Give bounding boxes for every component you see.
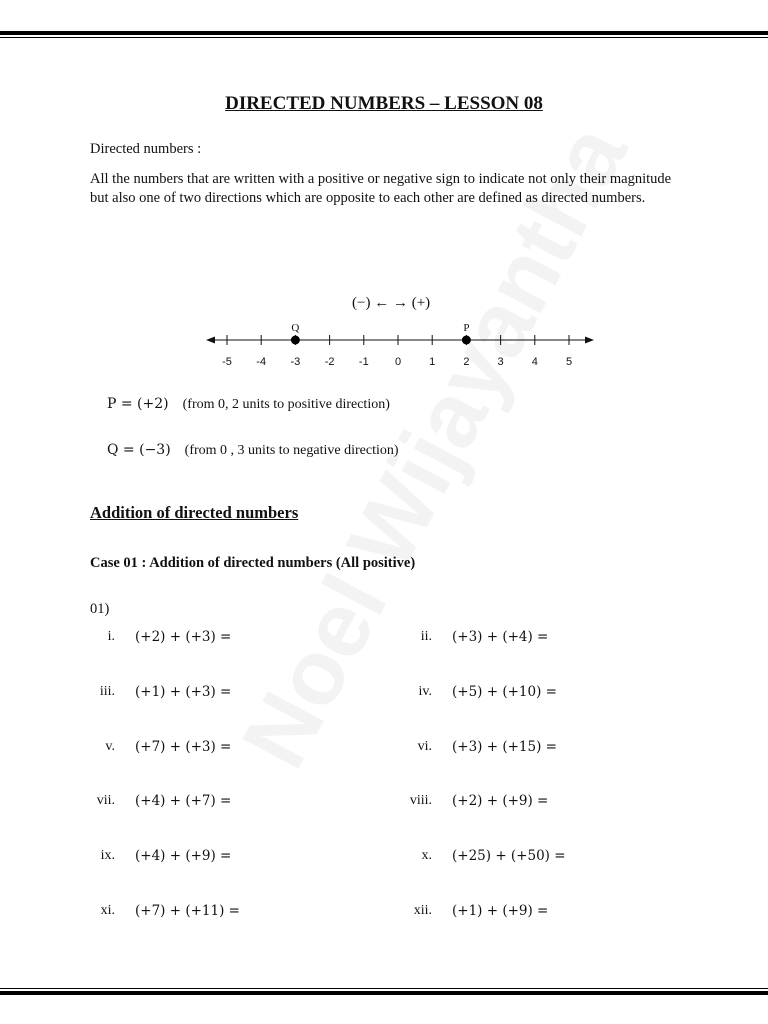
number-line-tick-label: -3: [290, 356, 301, 368]
exercise-number: xi.: [100, 903, 115, 918]
exercise-item: [420, 629, 549, 646]
number-line-tick-label: -5: [222, 356, 232, 368]
number-line-tick-label: -2: [324, 356, 335, 368]
number-line-tick-label: 3: [497, 356, 504, 368]
exercise-expression: (+3) + (+15) =: [452, 739, 557, 755]
exercise-expression: (+25) + (+50) =: [452, 848, 566, 864]
exercise-number: ii.: [420, 629, 432, 644]
case-title: Case 01 : Addition of directed numbers (All positive): [90, 555, 416, 571]
number-line-tick-label: 2: [463, 356, 470, 368]
section-title: Addition of directed numbers: [90, 503, 299, 522]
exercise-number: ix.: [100, 848, 115, 863]
exercise-expression: (+5) + (+10) =: [452, 684, 557, 700]
exercise-number: viii.: [409, 793, 432, 808]
number-line-tick-label: 4: [531, 356, 538, 368]
exercise-item: [100, 848, 232, 865]
number-line-point: [462, 336, 471, 345]
exercise-expression: (+3) + (+4) =: [452, 629, 549, 645]
bottom-border: [0, 986, 768, 995]
exercise-item: [413, 903, 549, 920]
right-arrow-icon: [585, 337, 594, 344]
exercise-item: [421, 848, 566, 865]
exercise-expression: (+1) + (+3) =: [135, 684, 232, 700]
number-line-point-label: P: [463, 322, 470, 334]
definition-p-math: P = (+2): [107, 396, 169, 412]
definition-q: [107, 442, 399, 459]
exercise-expression: (+2) + (+3) =: [135, 629, 232, 645]
exercise-item: [417, 739, 557, 756]
exercise-expression: (+2) + (+9) =: [452, 793, 549, 809]
direction-label: (−) ← → (+): [352, 295, 431, 311]
exercise-item: [107, 629, 232, 646]
exercise-number: x.: [421, 848, 432, 863]
definition-q-note: (from 0 , 3 units to negative direction): [184, 443, 399, 458]
definition-p-note: (from 0, 2 units to positive direction): [182, 397, 390, 412]
exercise-expression: (+1) + (+9) =: [452, 903, 549, 919]
exercise-number: i.: [107, 629, 115, 644]
exercise-number: vi.: [417, 739, 432, 754]
number-line-tick-label: 5: [565, 356, 573, 368]
exercise-expression: (+7) + (+11) =: [135, 903, 240, 919]
exercise-item: [99, 684, 232, 701]
exercise-expression: (+7) + (+3) =: [135, 739, 232, 755]
top-border: [0, 31, 768, 38]
question-number: 01): [90, 601, 110, 617]
exercise-item: [418, 684, 557, 701]
exercise-item: [105, 739, 232, 756]
exercise-item: [409, 793, 549, 810]
number-line-point-label: Q: [291, 322, 300, 334]
number-line-tick-label: 0: [394, 356, 402, 368]
exercise-number: iii.: [99, 684, 115, 699]
number-line-tick-label: -4: [256, 356, 267, 368]
number-line-tick-label: -1: [358, 356, 369, 368]
number-line-point: [291, 336, 300, 345]
left-arrow-icon: [206, 337, 215, 344]
page-title: DIRECTED NUMBERS – LESSON 08: [225, 93, 543, 114]
intro-body: All the numbers that are written with a positive or negative sign to indicate not only their magnitude but also one of two directions which are opposite to each other are defined as directed numbers.: [90, 171, 672, 206]
exercise-expression: (+4) + (+7) =: [135, 793, 232, 809]
exercise-number: vii.: [96, 793, 115, 808]
exercise-item: [96, 793, 232, 810]
number-line: [200, 318, 600, 370]
exercise-number: iv.: [418, 684, 432, 699]
exercise-expression: (+4) + (+9) =: [135, 848, 232, 864]
exercise-number: v.: [105, 739, 115, 754]
number-line-tick-label: 1: [429, 356, 436, 368]
intro-label: Directed numbers :: [90, 141, 202, 157]
exercise-number: xii.: [413, 903, 432, 918]
exercise-item: [100, 903, 240, 920]
definition-q-math: Q = (−3): [107, 442, 171, 458]
definition-p: [107, 396, 390, 413]
